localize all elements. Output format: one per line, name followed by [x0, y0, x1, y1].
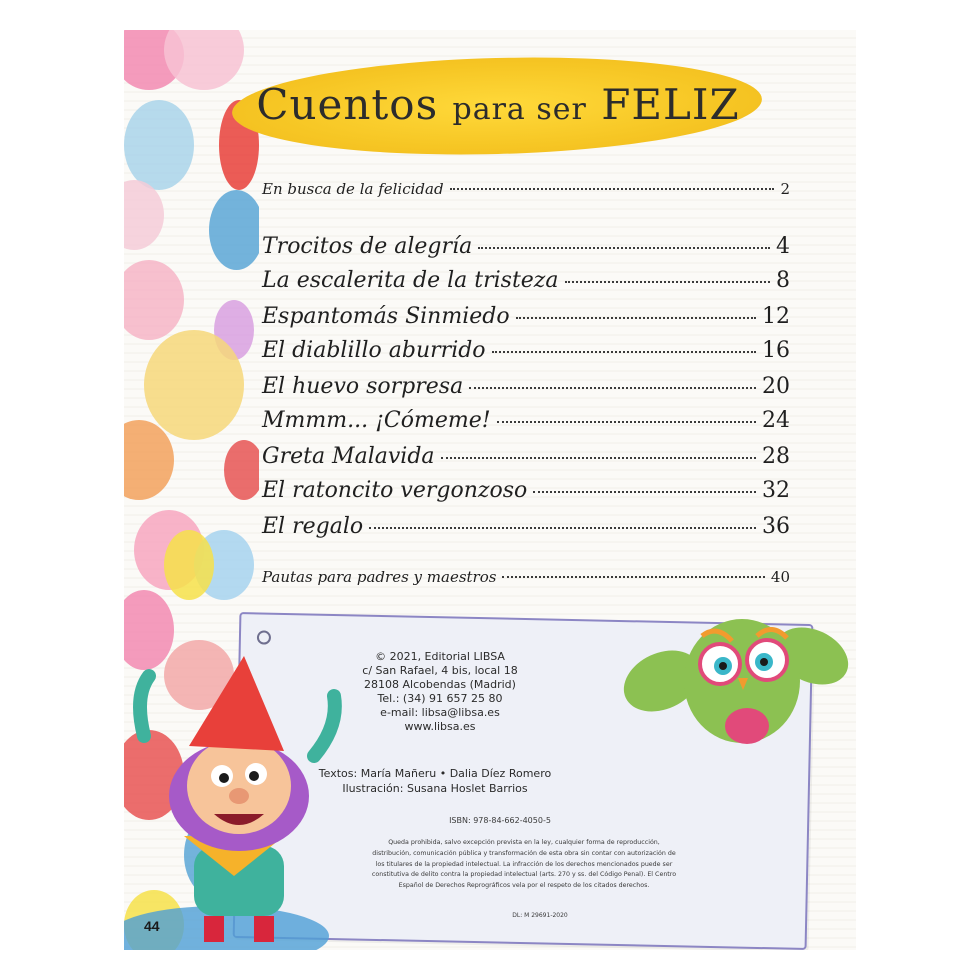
toc-entry[interactable]	[262, 268, 790, 293]
toc-entry[interactable]	[262, 338, 790, 363]
page-number: 44	[144, 918, 160, 934]
toc-entry[interactable]	[262, 304, 790, 329]
toc-entry-title: El regalo	[262, 514, 364, 539]
toc-leader-dots	[533, 491, 756, 493]
legal-line: Queda prohibida, salvo excepción prevista en la ley, cualquier forma de reproducción,	[388, 839, 660, 846]
toc-leader-dots	[478, 247, 770, 249]
toc-entry[interactable]	[262, 478, 790, 503]
legal-deposit: DL: M 29691-2020	[512, 912, 568, 919]
toc-entry[interactable]	[262, 408, 790, 433]
toc-entry-page: 36	[762, 514, 790, 539]
toc-entry-title: El huevo sorpresa	[262, 374, 464, 399]
toc-leader-dots	[369, 527, 756, 529]
isbn: ISBN: 978-84-662-4050-5	[449, 816, 551, 825]
toc-entry-page: 16	[762, 338, 790, 363]
toc-entry[interactable]	[262, 514, 790, 539]
publisher-imprint	[330, 650, 550, 734]
imprint-line: © 2021, Editorial LIBSA	[375, 650, 505, 663]
toc-entry-title: El diablillo aburrido	[262, 338, 486, 363]
toc-entry-title: Greta Malavida	[262, 444, 435, 469]
toc-entry-page: 4	[776, 234, 790, 259]
toc-entry[interactable]	[262, 374, 790, 399]
legal-line: Español de Derechos Reprográficos vela por el respeto de los citados derechos.	[398, 882, 650, 890]
legal-line: constitutiva de delito contra la propiedad intelectual (arts. 270 y ss. del Código Penal). El Centro	[371, 871, 677, 879]
imprint-line: Tel.: (34) 91 657 25 80	[377, 692, 503, 705]
toc-leader-dots	[502, 576, 764, 578]
toc-entry-page: 12	[762, 304, 790, 329]
toc-leader-dots	[450, 188, 775, 190]
credits	[270, 766, 600, 796]
toc-leader-dots	[469, 387, 756, 389]
legal-line: los titulares de la propiedad intelectual. La infracción de los derechos mencionados puede ser	[375, 860, 673, 868]
toc-entry-title: En busca de la felicidad	[262, 180, 444, 198]
toc-entry[interactable]	[262, 568, 790, 586]
imprint-line: 28108 Alcobendas (Madrid)	[364, 678, 516, 691]
toc-entry-title: Pautas para padres y maestros	[262, 568, 497, 586]
credit-illustration: Ilustración: Susana Hoslet Barrios	[342, 782, 528, 795]
legal-notice	[364, 838, 684, 892]
toc-entry-title: La escalerita de la tristeza	[262, 268, 559, 293]
book-page	[124, 30, 856, 950]
toc-entry[interactable]	[262, 444, 790, 469]
toc-entry-page: 40	[770, 568, 790, 586]
owl-illustration	[622, 586, 856, 746]
toc-leader-dots	[441, 457, 756, 459]
imprint-line: c/ San Rafael, 4 bis, local 18	[362, 664, 518, 677]
toc-entry[interactable]	[262, 234, 790, 259]
toc-leader-dots	[516, 317, 756, 319]
toc-entry-title: Espantomás Sinmiedo	[262, 304, 510, 329]
toc-entry[interactable]	[262, 180, 790, 198]
toc-entry-page: 24	[762, 408, 790, 433]
toc-leader-dots	[492, 351, 756, 353]
title-main: Cuentos	[256, 80, 439, 129]
title-end: FELIZ	[601, 80, 740, 129]
toc-entry-title: Trocitos de alegría	[262, 234, 473, 259]
toc-entry-title: Mmmm... ¡Cómeme!	[262, 408, 491, 433]
toc-entry-page: 8	[776, 268, 790, 293]
title-mid: para ser	[452, 92, 587, 127]
toc-leader-dots	[497, 421, 756, 423]
toc-entry-page: 32	[762, 478, 790, 503]
toc-entry-page: 2	[780, 180, 790, 198]
toc-entry-title: El ratoncito vergonzoso	[262, 478, 528, 503]
legal-line: distribución, comunicación pública y transformación de esta obra sin contar con autorización de	[372, 849, 676, 857]
imprint-email[interactable]: e-mail: libsa@libsa.es	[380, 706, 500, 719]
toc-entry-page: 28	[762, 444, 790, 469]
toc-leader-dots	[565, 281, 770, 283]
toc-entry-page: 20	[762, 374, 790, 399]
credit-texts: Textos: María Mañeru • Dalia Díez Romero	[318, 767, 552, 780]
book-title	[248, 80, 748, 129]
imprint-website[interactable]: www.libsa.es	[404, 720, 476, 733]
